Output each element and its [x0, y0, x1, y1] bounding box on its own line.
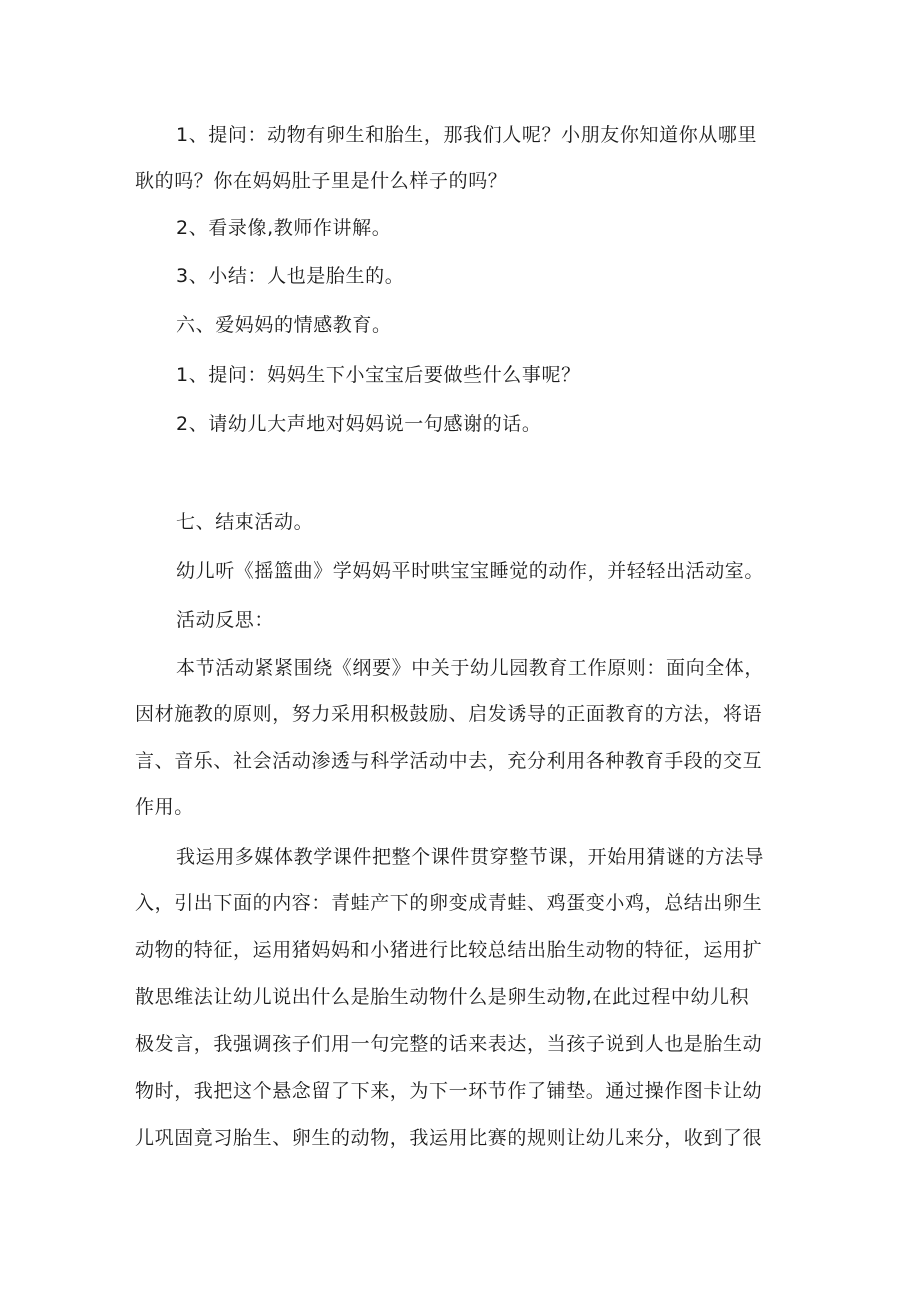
text-line: 散思维法让幼儿说出什么是胎生动物什么是卵生动物,在此过程中幼儿积 — [135, 986, 750, 1008]
text-line: 言、音乐、社会活动渗透与科学活动中去，充分利用各种教育手段的交互 — [135, 750, 763, 772]
text-line: 我运用多媒体教学课件把整个课件贯穿整节课，开始用猜谜的方法导 — [176, 846, 765, 868]
text-line: 2、看录像,教师作讲解。 — [176, 217, 392, 239]
section-heading: 活动反思： — [176, 609, 275, 631]
text-line: 入，引出下面的内容：青蛙产下的卵变成青蛙、鸡蛋变小鸡，总结出卵生 — [135, 892, 763, 914]
text-line: 3、小结：人也是胎生的。 — [176, 265, 405, 287]
text-line: 1、提问：妈妈生下小宝宝后要做些什么事呢？ — [176, 364, 581, 386]
text-line: 极发言，我强调孩子们用一句完整的话来表达，当孩子说到人也是胎生动 — [135, 1033, 763, 1055]
text-line: 因材施教的原则，努力采用积极鼓励、启发诱导的正面教育的方法，将语 — [135, 703, 763, 725]
text-line: 幼儿听《摇篮曲》学妈妈平时哄宝宝睡觉的动作，并轻轻出活动室。 — [176, 560, 765, 582]
text-line: 1、提问：动物有卵生和胎生，那我们人呢？小朋友你知道你从哪里 — [176, 124, 758, 146]
text-line: 作用。 — [135, 796, 194, 818]
section-heading: 六、爱妈妈的情感教育。 — [176, 314, 392, 336]
section-heading: 七、结束活动。 — [176, 511, 314, 533]
text-line: 耿的吗？你在妈妈肚子里是什么样子的吗？ — [135, 170, 508, 192]
text-line: 儿巩固竟习胎生、卵生的动物，我运用比赛的规则让幼儿来分，收到了很 — [135, 1127, 763, 1149]
text-line: 动物的特征，运用猪妈妈和小猪进行比较总结出胎生动物的特征，运用扩 — [135, 939, 763, 961]
text-line: 物时，我把这个悬念留了下来，为下一环节作了铺垫。通过操作图卡让幼 — [135, 1080, 763, 1102]
text-line: 本节活动紧紧围绕《纲要》中关于幼儿园教育工作原则：面向全体， — [176, 657, 765, 679]
text-line: 2、请幼儿大声地对妈妈说一句感谢的话。 — [176, 413, 542, 435]
